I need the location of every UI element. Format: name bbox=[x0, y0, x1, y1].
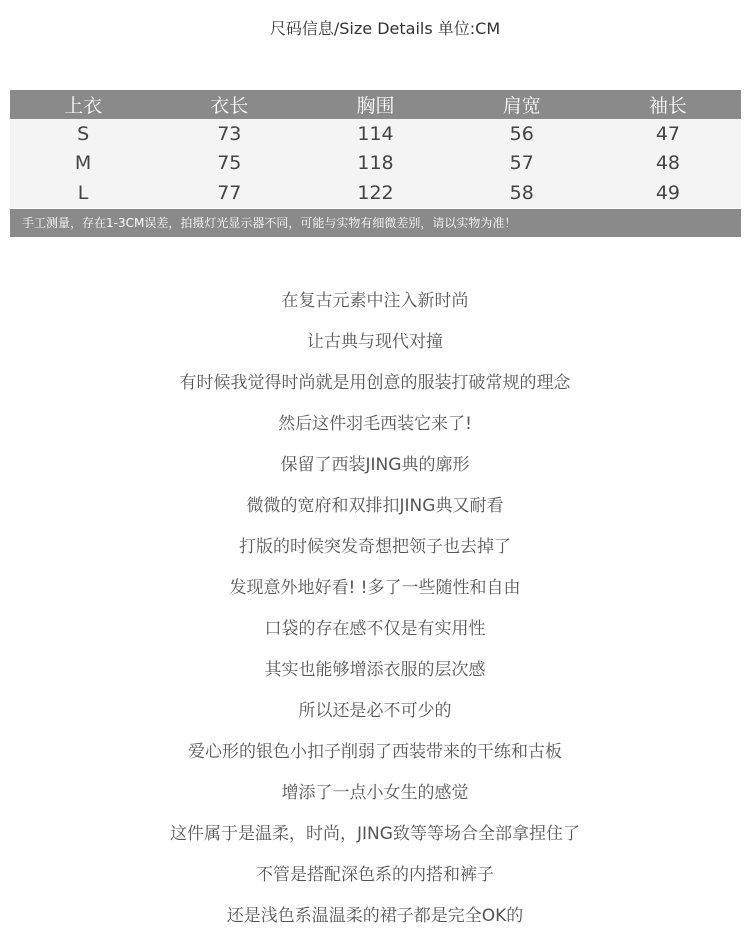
description-line: 打版的时候突发奇想把领子也去掉了 bbox=[239, 537, 511, 557]
description-line: 所以还是必不可少的 bbox=[298, 701, 452, 721]
description-line: 口袋的存在感不仅是有实用性 bbox=[264, 619, 486, 639]
table-cell: 58 bbox=[509, 181, 534, 204]
table-cell: 73 bbox=[217, 122, 242, 145]
header-cell-sleeve: 袖长 bbox=[648, 95, 687, 117]
table-cell: 49 bbox=[655, 181, 680, 204]
table-cell: 57 bbox=[509, 152, 534, 175]
description-line: 发现意外地好看! !多了一些随性和自由 bbox=[229, 578, 521, 598]
header-cell-chest: 胸围 bbox=[356, 95, 395, 117]
description-line: 让古典与现代对撞 bbox=[307, 332, 443, 352]
table-cell: 114 bbox=[357, 122, 394, 145]
description-line: 在复古元素中注入新时尚 bbox=[281, 291, 469, 311]
description-line: 保留了西装JING典的廓形 bbox=[280, 455, 470, 475]
table-cell: 47 bbox=[655, 122, 680, 145]
header-cell-length: 衣长 bbox=[210, 95, 249, 117]
table-cell: 77 bbox=[217, 181, 242, 204]
measurement-note: 手工测量，存在1-3CM误差，拍摄灯光显示器不同，可能与实物有细微差别，请以实物为准！ bbox=[10, 209, 741, 237]
description-line: 爱心形的银色小扣子削弱了西装带来的干练和古板 bbox=[188, 742, 562, 762]
description-line: 有时候我觉得时尚就是用创意的服装打破常规的理念 bbox=[179, 373, 571, 393]
table-cell: 75 bbox=[217, 152, 242, 175]
size-details-title: 尺码信息/Size Details 单位:CM bbox=[269, 19, 501, 38]
description-line: 还是浅色系温温柔的裙子都是完全OK的 bbox=[226, 906, 524, 926]
description-line: 增添了一点小女生的感觉 bbox=[281, 783, 469, 803]
table-cell: 56 bbox=[509, 122, 534, 145]
description-line: 然后这件羽毛西装它来了! bbox=[278, 414, 472, 434]
description-line: 微微的宽府和双排扣JING典又耐看 bbox=[246, 496, 504, 516]
description-line: 这件属于是温柔，时尚，JING致等等场合全部拿捏住了 bbox=[170, 824, 580, 844]
size-chart-table bbox=[10, 90, 741, 237]
table-cell: M bbox=[74, 152, 92, 175]
table-row bbox=[10, 178, 741, 208]
description-line: 不管是搭配深色系的内搭和裤子 bbox=[256, 865, 494, 885]
description-line: 其实也能够增添衣服的层次感 bbox=[264, 660, 486, 680]
table-row bbox=[10, 119, 741, 149]
table-cell: L bbox=[77, 181, 89, 204]
table-row bbox=[10, 149, 741, 179]
header-cell-shoulder: 肩宽 bbox=[502, 95, 541, 117]
table-cell: 118 bbox=[357, 152, 394, 175]
table-cell: S bbox=[77, 122, 90, 145]
table-cell: 48 bbox=[655, 152, 680, 175]
product-description bbox=[0, 287, 750, 943]
header-cell-top: 上衣 bbox=[64, 95, 103, 117]
table-cell: 122 bbox=[357, 181, 394, 204]
table-header-row bbox=[10, 90, 741, 119]
